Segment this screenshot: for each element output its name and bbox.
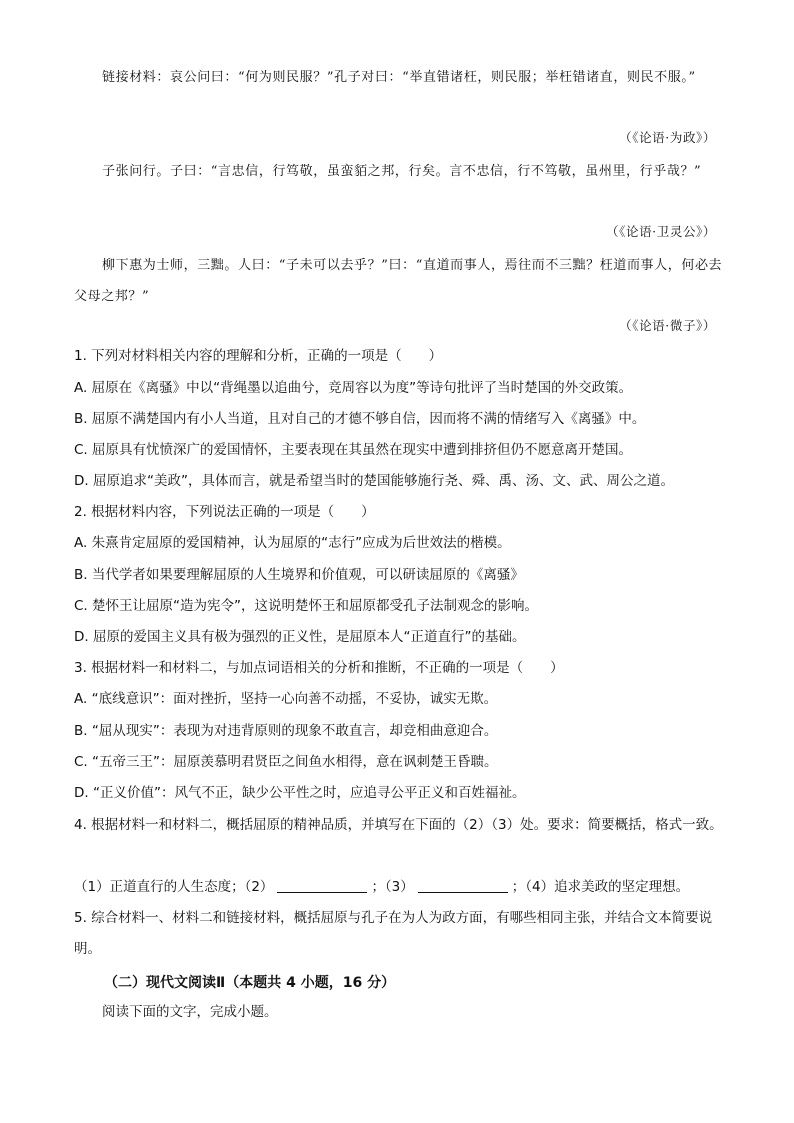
question-2-option-a: A. 朱熹肯定屈原的爱国精神，认为屈原的“志行”应成为后世效法的楷模。	[74, 535, 511, 551]
link-material-source: （《论语·为政》）	[619, 130, 716, 145]
question-4-fill-line	[74, 877, 724, 897]
question-2-stem: 2. 根据材料内容，下列说法正确的一项是（ ）	[74, 504, 375, 520]
question-1-option-b: B. 屈原不满楚国内有小人当道，且对自己的才德不够自信，因而将不满的情绪写入《离骚》中。	[74, 411, 646, 427]
question-3-option-c: C. “五帝三王”：屈原羡慕明君贤臣之间鱼水相得，意在讽刺楚王昏聩。	[74, 754, 498, 770]
liuxiahui-paragraph: 柳下惠为士师，三黜。人曰：“子未可以去乎？”曰：“直道而事人，焉往而不三黜？枉道而事人，何必去父母之邦？”	[74, 258, 723, 304]
question-3-option-a: A. “底线意识”：面对挫折，坚持一心向善不动摇，不妥协，诚实无欺。	[74, 691, 498, 707]
question-3-option-d: D. “正义价值”：风气不正，缺少公平性之时，应追寻公平正义和百姓福祉。	[74, 785, 526, 801]
question-2-option-c: C. 楚怀王让屈原“造为宪令”，这说明楚怀王和屈原都受孔子法制观念的影响。	[74, 598, 538, 614]
question-5-stem: 5. 综合材料一、材料二和链接材料，概括屈原与孔子在为人为政方面，有哪些相同主张，并结合文本简要说明。	[74, 910, 713, 957]
liuxiahui-source: （《论语·微子》）	[619, 318, 716, 333]
zizhang-source: （《论语·卫灵公》）	[606, 224, 716, 239]
section-heading: （二）现代文阅读Ⅱ（本题共 4 小题，16 分）	[104, 975, 396, 991]
link-material-paragraph: 链接材料：哀公问曰：“何为则民服？”孔子对曰：“举直错诸枉，则民服；举枉错诸直，则民不服。”	[102, 70, 696, 85]
question-3-stem: 3. 根据材料一和材料二，与加点词语相关的分析和推断，不正确的一项是（ ）	[74, 660, 564, 676]
section-instruction: 阅读下面的文字，完成小题。	[102, 1004, 278, 1020]
question-4-part-4: ；（4）追求美政的坚定理想。	[511, 879, 690, 895]
question-1-option-c: C. 屈原具有忧愤深广的爱国情怀，主要表现在其虽然在现实中遭到排挤但仍不愿意离开楚国。	[74, 442, 633, 458]
question-3-option-b: B. “屈从现实”：表现为对违背原则的现象不敢直言，却竞相曲意迎合。	[74, 723, 498, 739]
question-4-stem: 4. 根据材料一和材料二，概括屈原的精神品质，并填写在下面的（2）（3）处。要求：简要概括，格式一致。	[74, 817, 723, 833]
question-2-option-b: B. 当代学者如果要理解屈原的人生境界和价值观，可以研读屈原的《离骚》	[74, 567, 524, 583]
question-1-option-d: D. 屈原追求“美政”，具体而言，就是希望当时的楚国能够施行尧、舜、禹、汤、文、武、周公之道。	[74, 473, 674, 489]
question-1-stem: 1. 下列对材料相关内容的理解和分析，正确的一项是（ ）	[74, 348, 443, 364]
question-4-part-1: （1）正道直行的人生态度；（2）	[74, 879, 274, 895]
question-4-part-3: ；（3）	[371, 879, 414, 895]
question-1-option-a: A. 屈原在《离骚》中以“背绳墨以追曲兮，竞周容以为度”等诗句批评了当时楚国的外交政策。	[74, 380, 633, 396]
question-2-option-d: D. 屈原的爱国主义具有极为强烈的正义性，是屈原本人“正道直行”的基础。	[74, 629, 526, 645]
answer-blank-2[interactable]	[277, 878, 367, 893]
zizhang-paragraph: 子张问行。子曰：“言忠信，行笃敬，虽蛮貊之邦，行矣。言不忠信，行不笃敬，虽州里，行乎哉？”	[102, 164, 702, 179]
answer-blank-3[interactable]	[418, 878, 508, 893]
